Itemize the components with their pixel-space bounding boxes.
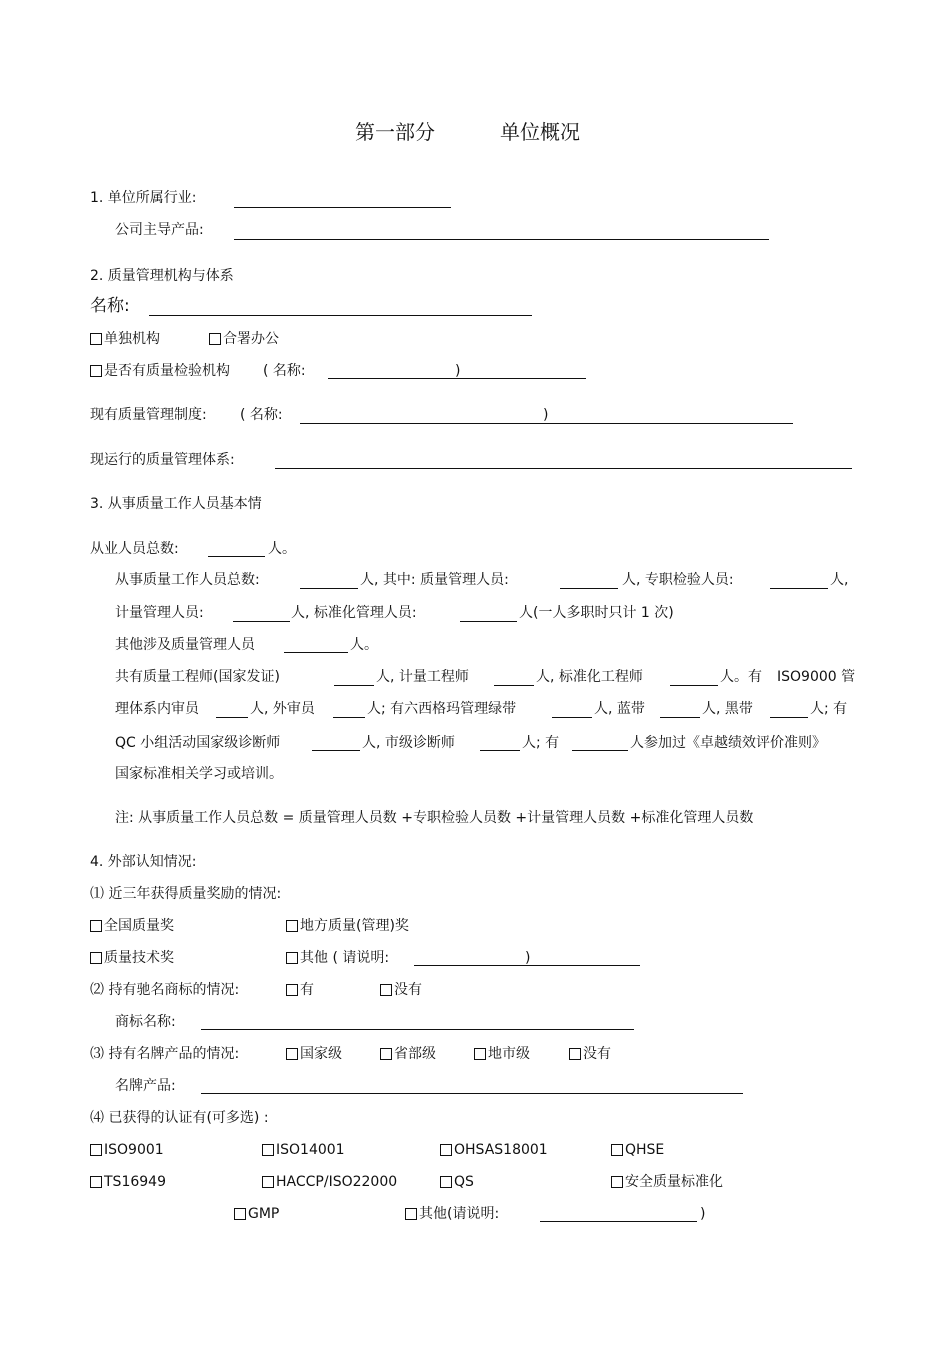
system-name-label: ( 名称: [240, 407, 283, 423]
cert-haccp[interactable] [262, 1173, 397, 1191]
metrology-field[interactable] [233, 621, 290, 622]
option-label: 地市级 [488, 1046, 530, 1062]
checkbox[interactable] [90, 333, 102, 345]
cert-iso9001[interactable] [90, 1141, 164, 1159]
unit-text: 人。 [268, 541, 296, 557]
checkbox[interactable] [380, 1048, 392, 1060]
system-label: 现有质量管理制度: [90, 407, 207, 423]
excellence-label: 人参加过《卓越绩效评价准则》 [630, 735, 826, 751]
org-name-label: 名称: [90, 296, 130, 316]
excellence-field[interactable] [572, 750, 628, 751]
total-staff-field[interactable] [208, 556, 265, 557]
option-label: 质量技术奖 [104, 950, 174, 966]
brand-provincial-option[interactable] [380, 1045, 436, 1063]
certification-question: ⑷ 已获得的认证有(可多选) : [90, 1110, 269, 1126]
product-label: 公司主导产品: [115, 222, 204, 238]
cert-ts16949[interactable] [90, 1173, 166, 1191]
industry-label: 1. 单位所属行业: [90, 190, 197, 206]
inspector-label: 人, 专职检验人员: [622, 572, 734, 588]
option-label: QS [454, 1174, 474, 1190]
checkbox[interactable] [90, 920, 102, 932]
unit-text: 人, [830, 572, 849, 588]
option-label: 其他(请说明: [419, 1206, 500, 1222]
quality-staff-field[interactable] [300, 588, 358, 589]
iso9000-text: ISO9000 管 [777, 669, 856, 685]
checkbox[interactable] [611, 1176, 623, 1188]
brand-product-label: 名牌产品: [115, 1078, 176, 1094]
checkbox[interactable] [286, 1048, 298, 1060]
checkbox[interactable] [90, 1144, 102, 1156]
independent-option[interactable] [90, 330, 160, 348]
trademark-yes-option[interactable] [286, 981, 314, 999]
checkbox[interactable] [474, 1048, 486, 1060]
brand-product-field[interactable] [201, 1093, 743, 1094]
external-auditor-label: 人, 外审员 [250, 701, 315, 717]
checkbox[interactable] [286, 984, 298, 996]
award-tech-option[interactable] [90, 949, 174, 967]
cert-other[interactable] [405, 1205, 499, 1223]
paren-close: ) [455, 363, 461, 379]
checkbox[interactable] [569, 1048, 581, 1060]
qc-city-label: 人, 市级诊断师 [362, 735, 455, 751]
total-staff-label: 从业人员总数: [90, 541, 179, 557]
checkbox[interactable] [234, 1208, 246, 1220]
option-label: 是否有质量检验机构 [104, 363, 230, 379]
qc-city-field[interactable] [480, 750, 520, 751]
cert-ohsas18001[interactable] [440, 1141, 548, 1159]
award-local-option[interactable] [286, 917, 409, 935]
page-title: 第一部分 [355, 120, 435, 144]
option-label: QHSE [625, 1142, 665, 1158]
option-label: 单独机构 [104, 331, 160, 347]
checkbox[interactable] [262, 1176, 274, 1188]
paren-close: ) [543, 407, 549, 423]
other-staff-field[interactable] [284, 652, 348, 653]
metrology-label: 计量管理人员: [115, 605, 204, 621]
me-field[interactable] [494, 685, 534, 686]
unit-text: 人。有 [720, 669, 762, 685]
award-national-option[interactable] [90, 917, 174, 935]
option-label: GMP [248, 1206, 280, 1222]
green-belt-label: 人; 有六西格玛管理绿带 [367, 701, 517, 717]
standardization-label: 人, 标准化管理人员: [291, 605, 417, 621]
qm-staff-field[interactable] [560, 588, 618, 589]
checkbox[interactable] [405, 1208, 417, 1220]
trademark-name-field[interactable] [201, 1029, 634, 1030]
option-label: 省部级 [394, 1046, 436, 1062]
checkbox[interactable] [90, 365, 102, 377]
trademark-name-label: 商标名称: [115, 1014, 176, 1030]
cert-safety[interactable] [611, 1173, 723, 1191]
award-other-option[interactable] [286, 949, 389, 967]
option-label: 合署办公 [223, 331, 279, 347]
checkbox[interactable] [286, 952, 298, 964]
unit-text: 人; 有 [810, 701, 848, 717]
running-system-field[interactable] [275, 468, 852, 469]
inspection-name-label: ( 名称: [263, 363, 306, 379]
page-subtitle: 单位概况 [500, 120, 580, 144]
section2-heading: 2. 质量管理机构与体系 [90, 268, 234, 284]
section4-heading: 4. 外部认知情况: [90, 854, 197, 870]
cert-gmp[interactable] [234, 1205, 279, 1223]
cert-qs[interactable] [440, 1173, 474, 1191]
brand-national-option[interactable] [286, 1045, 342, 1063]
org-name-field[interactable] [149, 315, 532, 316]
trademark-no-option[interactable] [380, 981, 422, 999]
unit-text: 人。 [350, 637, 378, 653]
option-label: ISO9001 [104, 1142, 164, 1158]
option-label: 全国质量奖 [104, 918, 174, 934]
note-text: 注: 从事质量工作人员总数 = 质量管理人员数 +专职检验人员数 +计量管理人员数 +标准化管理人员数 [115, 810, 754, 826]
quality-staff-label: 从事质量工作人员总数: [115, 572, 260, 588]
checkbox[interactable] [90, 1176, 102, 1188]
running-system-label: 现运行的质量管理体系: [90, 452, 235, 468]
joint-option[interactable] [209, 330, 279, 348]
option-label: HACCP/ISO22000 [276, 1174, 398, 1190]
award-question: ⑴ 近三年获得质量奖励的情况: [90, 886, 282, 902]
brand-question: ⑶ 持有名牌产品的情况: [90, 1046, 240, 1062]
inspection-option[interactable] [90, 362, 230, 380]
option-label: 安全质量标准化 [625, 1174, 723, 1190]
qe-label: 共有质量工程师(国家发证) [115, 669, 280, 685]
checkbox[interactable] [440, 1144, 452, 1156]
paren-close: ) [700, 1206, 706, 1222]
brand-city-option[interactable] [474, 1045, 530, 1063]
checkbox[interactable] [90, 952, 102, 964]
black-belt-label: 人, 黑带 [702, 701, 753, 717]
option-label: TS16949 [104, 1174, 166, 1190]
product-field[interactable] [234, 239, 769, 240]
option-label: 没有 [394, 982, 422, 998]
option-label: 没有 [583, 1046, 611, 1062]
option-label: 国家级 [300, 1046, 342, 1062]
external-auditor-field[interactable] [333, 717, 365, 718]
unit-text: 人; 有 [522, 735, 560, 751]
option-label: OHSAS18001 [454, 1142, 548, 1158]
section3-heading: 3. 从事质量工作人员基本情 [90, 496, 262, 512]
qc-national-field[interactable] [312, 750, 360, 751]
qe-field[interactable] [334, 685, 374, 686]
trademark-question: ⑵ 持有驰名商标的情况: [90, 982, 240, 998]
checkbox[interactable] [440, 1176, 452, 1188]
cert-other-field[interactable] [540, 1221, 697, 1222]
me-label: 人, 计量工程师 [376, 669, 469, 685]
se-field[interactable] [670, 685, 718, 686]
option-label: 有 [300, 982, 314, 998]
checkbox[interactable] [209, 333, 221, 345]
brand-none-option[interactable] [569, 1045, 611, 1063]
standardization-field[interactable] [460, 621, 517, 622]
green-belt-field[interactable] [552, 717, 592, 718]
black-belt-field[interactable] [770, 717, 808, 718]
industry-field[interactable] [234, 207, 451, 208]
other-staff-label: 其他涉及质量管理人员 [115, 637, 255, 653]
se-label: 人, 标准化工程师 [536, 669, 643, 685]
internal-auditor-field[interactable] [216, 717, 248, 718]
blue-belt-label: 人, 蓝带 [594, 701, 645, 717]
inspector-field[interactable] [770, 588, 828, 589]
qm-staff-label: 人, 其中: 质量管理人员: [360, 572, 509, 588]
cert-qhse[interactable] [611, 1141, 664, 1159]
checkbox[interactable] [380, 984, 392, 996]
paren-close: ) [525, 950, 531, 966]
checkbox[interactable] [611, 1144, 623, 1156]
once-note: 人(一人多职时只计 1 次) [519, 605, 674, 621]
checkbox[interactable] [286, 920, 298, 932]
cert-iso14001[interactable] [262, 1141, 345, 1159]
option-label: 地方质量(管理)奖 [300, 918, 409, 934]
checkbox[interactable] [262, 1144, 274, 1156]
training-text: 国家标准相关学习或培训。 [115, 766, 283, 782]
internal-auditor-label: 理体系内审员 [115, 701, 199, 717]
option-label: 其他 ( 请说明: [300, 950, 390, 966]
blue-belt-field[interactable] [660, 717, 700, 718]
option-label: ISO14001 [276, 1142, 345, 1158]
qc-national-label: QC 小组活动国家级诊断师 [115, 735, 281, 751]
